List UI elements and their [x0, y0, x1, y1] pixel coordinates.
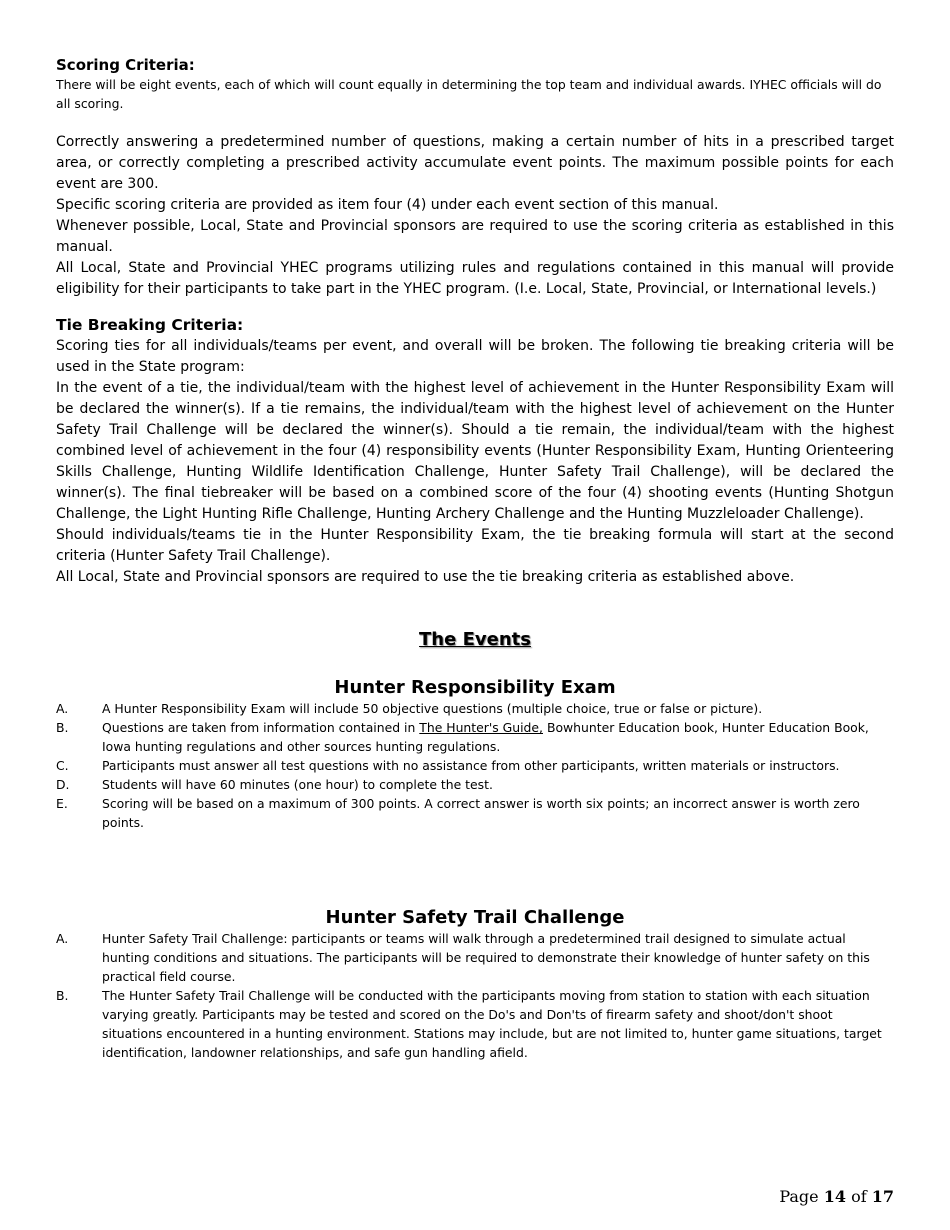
list-item: A. Hunter Safety Trail Challenge: participants or teams will walk through a predetermined trail designed to simulate actual hunting conditions and situations. The participants will be required to demonstrate their knowledge of hunter safety on this practical field course.: [56, 931, 870, 984]
scoring-paragraph-3: Whenever possible, Local, State and Provincial sponsors are required to use the scoring criteria as established in this manual.: [56, 218, 894, 255]
tie-paragraph-3: Should individuals/teams tie in the Hunter Responsibility Exam, the tie breaking formula will start at the second criteria (Hunter Safety Trail Challenge).: [56, 527, 894, 564]
tie-heading: Tie Breaking Criteria:: [56, 316, 244, 334]
document-page: [56, 56, 894, 1062]
tie-paragraph-4: All Local, State and Provincial sponsors are required to use the tie breaking criteria as established above.: [56, 569, 795, 585]
list-item: B. The Hunter Safety Trail Challenge will be conducted with the participants moving from station to station with each situation varying greatly. Participants may be tested and scored on the Do's and Don'ts of firearm safety and shoot/don't shoot situations encountered in a hunting environment. Stations may include, but are not limited to, hunter game situations, target identification, landowner relationships, and safe gun handling afield.: [56, 988, 882, 1060]
page-number: Page 14 of 17: [779, 1187, 894, 1206]
scoring-paragraph-4: All Local, State and Provincial YHEC programs utilizing rules and regulations contained in this manual will provide eligibility for their participants to take part in the YHEC program. (I.e. Local, State, Provincial, or International levels.): [56, 260, 894, 297]
trail-list: [56, 929, 894, 1062]
exam-title: Hunter Responsibility Exam: [334, 677, 616, 698]
exam-list: [56, 699, 894, 832]
scoring-heading: Scoring Criteria:: [56, 56, 195, 74]
events-title: The Events: [419, 629, 531, 650]
scoring-paragraph-1: Correctly answering a predetermined number of questions, making a certain number of hits in a prescribed target area, or correctly completing a prescribed activity accumulate event points. The maximum possible points for each event are 300.: [56, 134, 894, 192]
list-item: C. Participants must answer all test questions with no assistance from other participants, written materials or instructors.: [56, 758, 840, 773]
list-item: B. Questions are taken from information contained in The Hunter's Guide, Bowhunter Education book, Hunter Education Book, Iowa hunting regulations and other sources hunting regulations.: [56, 720, 869, 754]
scoring-paragraph-2: Specific scoring criteria are provided as item four (4) under each event section of this manual.: [56, 197, 719, 213]
tie-paragraph-2: In the event of a tie, the individual/team with the highest level of achievement in the Hunter Responsibility Exam will be declared the winner(s). If a tie remains, the individual/team with the highest level of achievement on the Hunter Safety Trail Challenge will be declared the winner(s). Should a tie remain, the individual/team with the highest combined level of achievement in the four (4) responsibility events (Hunter Responsibility Exam, Hunting Orienteering Skills Challenge, Hunting Wildlife Identification Challenge, Hunter Safety Trail Challenge), will be declared the winner(s). The final tiebreaker will be based on a combined score of the four (4) shooting events (Hunting Shotgun Challenge, the Light Hunting Rifle Challenge, Hunting Archery Challenge and the Hunting Muzzleloader Challenge).: [56, 380, 894, 522]
list-item: A. A Hunter Responsibility Exam will include 50 objective questions (multiple choice, true or false or picture).: [56, 701, 763, 716]
list-item: D. Students will have 60 minutes (one hour) to complete the test.: [56, 777, 493, 792]
tie-paragraph-1: Scoring ties for all individuals/teams per event, and overall will be broken. The following tie breaking criteria will be used in the State program:: [56, 338, 894, 375]
hunters-guide-title: The Hunter's Guide,: [419, 720, 543, 735]
list-item: E. Scoring will be based on a maximum of 300 points. A correct answer is worth six points; an incorrect answer is worth zero points.: [56, 796, 860, 830]
scoring-intro: There will be eight events, each of which will count equally in determining the top team and individual awards. IYHEC officials will do all scoring.: [56, 77, 882, 111]
trail-title: Hunter Safety Trail Challenge: [325, 907, 625, 928]
